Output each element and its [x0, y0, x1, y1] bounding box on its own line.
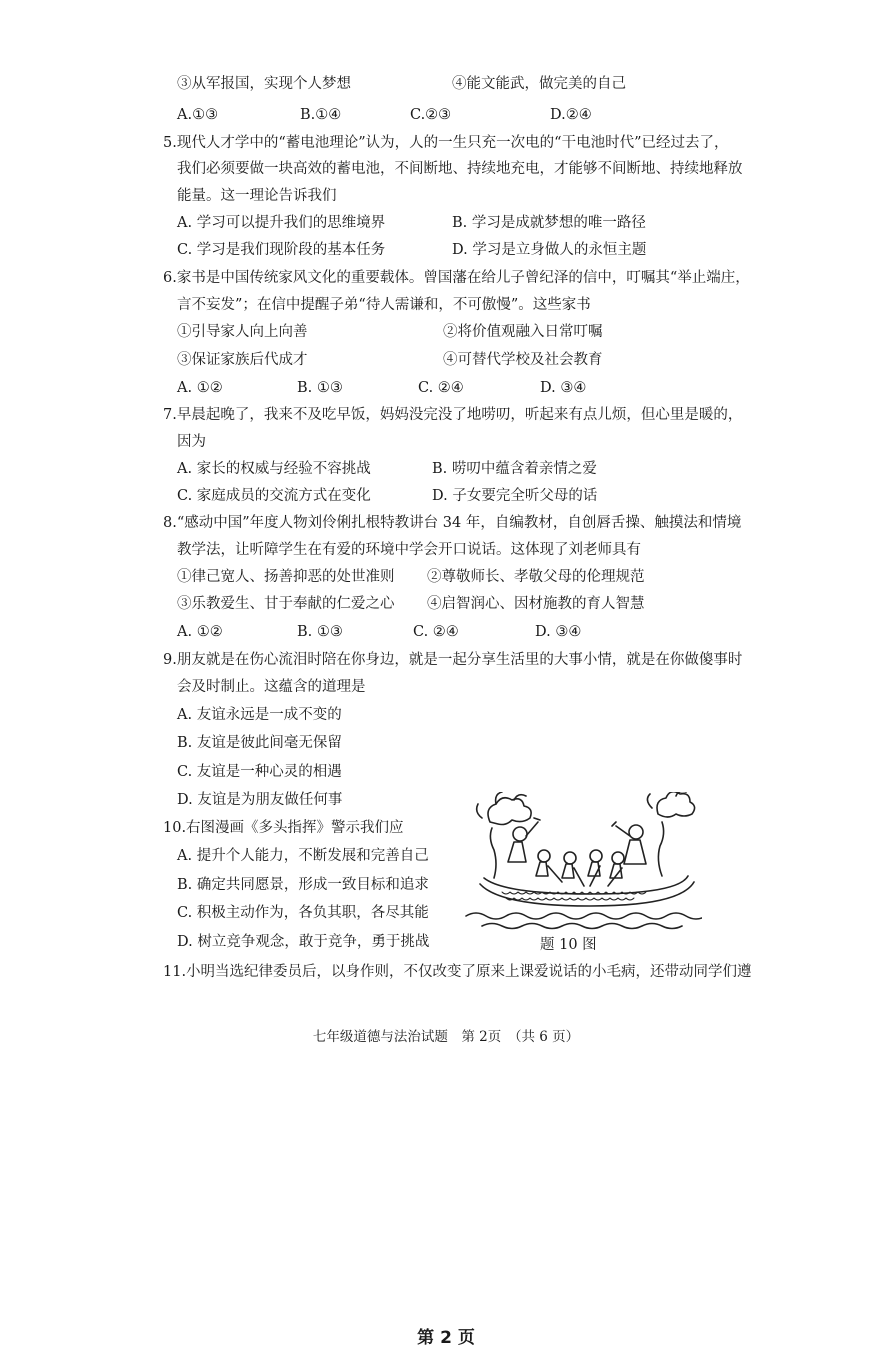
- q5-stem-2: 我们必须要做一块高效的蓄电池，不间断地、持续地充电，才能够不间断地、持续地释放: [177, 161, 743, 177]
- q5-option-d: D. 学习是立身做人的永恒主题: [452, 242, 647, 258]
- q9-option-c: C. 友谊是一种心灵的相遇: [177, 764, 342, 780]
- dragon-boat-cartoon: [462, 792, 702, 932]
- q7-option-c: C. 家庭成员的交流方式在变化: [177, 488, 371, 504]
- q10-option-a: A. 提升个人能力，不断发展和完善自己: [177, 848, 429, 864]
- q4-option-c: C.②③: [410, 107, 452, 123]
- q8-statement-1: ①律己宽人、扬善抑恶的处世准则: [177, 569, 395, 585]
- q8-stem-2: 教学法，让听障学生在有爱的环境中学会开口说话。这体现了刘老师具有: [177, 542, 641, 558]
- q4-statement-3: ③从军报国，实现个人梦想: [177, 76, 351, 92]
- q4-option-b: B.①④: [300, 107, 342, 123]
- q8-statement-4: ④启智润心、因材施教的育人智慧: [427, 596, 645, 612]
- q10-option-b: B. 确定共同愿景，形成一致目标和追求: [177, 877, 429, 893]
- q5-stem-1: 5.现代人才学中的“蓄电池理论”认为，人的一生只充一次电的“干电池时代”已经过去了，: [163, 135, 729, 151]
- page-number: 第 2 页: [417, 1328, 475, 1348]
- q5-option-b: B. 学习是成就梦想的唯一路径: [452, 215, 646, 231]
- q9-stem-1: 9.朋友就是在伤心流泪时陪在你身边，就是一起分享生活里的大事小情，就是在你做傻事时: [163, 652, 743, 668]
- q6-statement-1: ①引导家人向上向善: [177, 324, 308, 340]
- q8-option-d: D. ③④: [535, 624, 582, 640]
- q11-stem-1: 11.小明当选纪律委员后，以身作则，不仅改变了原来上课爱说话的小毛病，还带动同学们遵: [163, 964, 752, 980]
- q10-option-c: C. 积极主动作为，各负其职，各尽其能: [177, 905, 429, 921]
- page-footer: 七年级道德与法治试题 第 2页 （共 6 页）: [312, 1029, 580, 1045]
- q10-option-d: D. 树立竞争观念，敢于竞争，勇于挑战: [177, 934, 430, 950]
- q4-option-d: D.②④: [550, 107, 592, 123]
- q7-option-b: B. 唠叨中蕴含着亲情之爱: [432, 461, 597, 477]
- figure-caption: 题 10 图: [540, 937, 597, 953]
- q5-option-c: C. 学习是我们现阶段的基本任务: [177, 242, 386, 258]
- q9-option-a: A. 友谊永远是一成不变的: [177, 707, 342, 723]
- q5-option-a: A. 学习可以提升我们的思维境界: [177, 215, 386, 231]
- q7-option-a: A. 家长的权威与经验不容挑战: [177, 461, 371, 477]
- q8-option-a: A. ①②: [177, 624, 223, 640]
- q7-option-d: D. 子女要完全听父母的话: [432, 488, 598, 504]
- q10-stem: 10.右图漫画《多头指挥》警示我们应: [163, 820, 404, 836]
- q7-stem-1: 7.早晨起晚了，我来不及吃早饭，妈妈没完没了地唠叨，听起来有点儿烦，但心里是暖的，: [163, 407, 743, 423]
- q8-option-c: C. ②④: [413, 624, 459, 640]
- q8-stem-1: 8.“感动中国”年度人物刘伶俐扎根特教讲台 34 年，自编教材，自创唇舌操、触摸法和情境: [163, 515, 742, 531]
- q8-option-b: B. ①③: [297, 624, 343, 640]
- q6-option-a: A. ①②: [177, 380, 223, 396]
- q8-statement-3: ③乐教爱生、甘于奉献的仁爱之心: [177, 596, 395, 612]
- q9-stem-2: 会及时制止。这蕴含的道理是: [177, 679, 366, 695]
- q6-stem-2: 言不妄发”；在信中提醒子弟“待人需谦和，不可傲慢”。这些家书: [177, 297, 591, 313]
- q5-stem-3: 能量。这一理论告诉我们: [177, 188, 337, 204]
- q6-option-b: B. ①③: [297, 380, 343, 396]
- q6-stem-1: 6.家书是中国传统家风文化的重要载体。曾国藩在给儿子曾纪泽的信中，叮嘱其“举止端庄，: [163, 270, 750, 286]
- q7-stem-2: 因为: [177, 434, 206, 450]
- q6-option-c: C. ②④: [418, 380, 464, 396]
- q6-statement-4: ④可替代学校及社会教育: [443, 352, 603, 368]
- q9-option-b: B. 友谊是彼此间毫无保留: [177, 735, 342, 751]
- q4-statement-4: ④能文能武，做完美的自己: [452, 76, 626, 92]
- q6-option-d: D. ③④: [540, 380, 587, 396]
- q9-option-d: D. 友谊是为朋友做任何事: [177, 792, 343, 808]
- q6-statement-2: ②将价值观融入日常叮嘱: [443, 324, 603, 340]
- q6-statement-3: ③保证家族后代成才: [177, 352, 308, 368]
- q8-statement-2: ②尊敬师长、孝敬父母的伦理规范: [427, 569, 645, 585]
- q4-option-a: A.①③: [177, 107, 219, 123]
